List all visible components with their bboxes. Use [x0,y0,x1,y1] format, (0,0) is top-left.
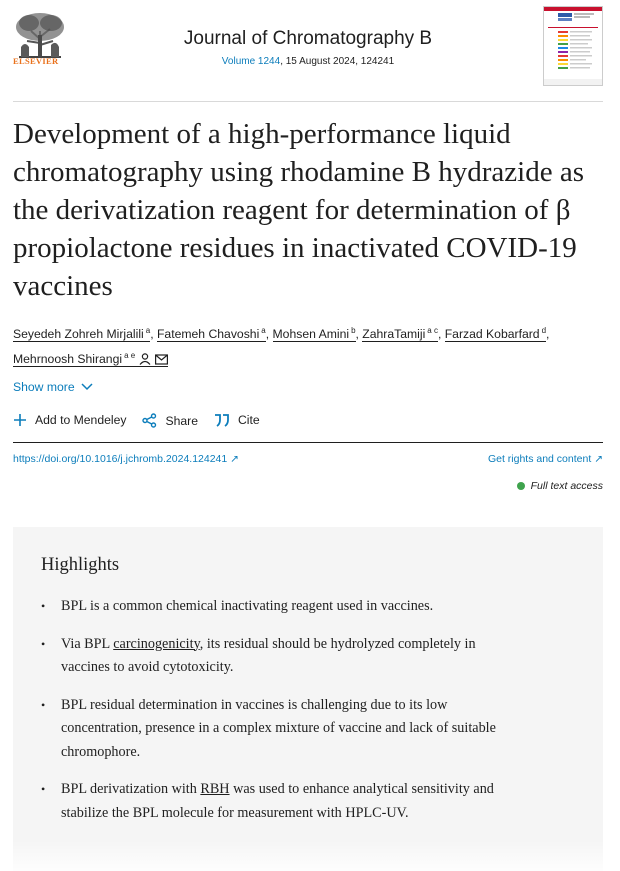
corresponding-author-link[interactable]: Mehrnoosh Shirangi $^{a e}$ [13,352,168,367]
access-label: Full text access [530,480,603,492]
external-arrow-icon: ↗ [230,453,239,465]
add-to-mendeley-button[interactable] [13,413,126,427]
scroll-fade [0,840,620,871]
journal-header [13,6,603,102]
doi-link[interactable]: https://doi.org/10.1016/j.jchromb.2024.124241 ↗ [13,453,239,465]
share-icon [142,413,157,428]
author-link[interactable]: Seyedeh Zohreh Mirjalili $^a$ [13,326,151,341]
cite-label: Cite [238,413,260,427]
article-actions [13,413,603,443]
person-icon [139,353,151,365]
highlights-section [13,527,603,871]
journal-cover-image [544,7,602,85]
list-item: • BPL derivatization with RBH was used to enhance analytical sensitivity and stabilize the BPL molecule for measurement with HPLC-UV. [41,778,521,825]
external-arrow-icon: ↗ [594,453,603,465]
article-title: Development of a high-performance liquid chromatography using rhodamine B hydrazide as the derivatization reagent for determination of β propiolactone residues in inactivated COVID-19 vaccines [13,118,584,302]
show-more-toggle[interactable] [13,380,93,394]
envelope-icon [155,354,168,365]
rights-link[interactable]: Get rights and content ↗ [487,453,603,465]
list-item: • Via BPL carcinogenicity, its residual should be hydrolyzed completely in vaccines to avoid cytotoxicity. [41,633,521,680]
author-link[interactable]: Farzad Kobarfard $^d$ [444,326,547,341]
journal-title-link[interactable]: Journal of Chromatography B [183,28,433,49]
add-to-mendeley-label: Add to Mendeley [35,413,127,427]
show-more-label: Show more [13,380,75,394]
plus-icon [13,413,27,427]
access-status-dot [517,482,525,490]
carcinogenicity-link[interactable]: carcinogenicity [113,635,200,652]
list-item: • BPL residual determination in vaccines is challenging due to its low concentration, presence in a complex mixture of vaccine and lack of suitable chromophore. [41,694,521,765]
share-label: Share [165,413,198,428]
volume-link[interactable]: Volume 1244 [221,56,281,67]
list-item: • BPL is a common chemical inactivating reagent used in vaccines. [41,595,521,619]
journal-cover[interactable] [543,6,603,86]
share-button[interactable] [142,413,198,428]
journal-title [13,28,603,50]
quote-icon [214,414,230,427]
highlights-heading: Highlights [41,555,120,575]
author-link[interactable]: ZahraTamiji $^{a c}$ [362,326,438,341]
access-indicator [517,480,603,492]
volume-date: , 15 August 2024, 124241 [280,56,395,67]
volume-info [13,56,603,67]
rbh-link[interactable]: RBH [200,781,230,797]
highlights-list [41,595,521,839]
author-link[interactable]: Mohsen Amini $^b$ [272,326,356,341]
author-list: Seyedeh Zohreh Mirjalili $^a$, Fatemeh Chavoshi $^a$, Mohsen Amini $^b$, ZahraTamiji $^{a c}$, Farzad Kobarfard $^d$, Mehrnoosh Shirangi $^{a e}$ [13,326,550,366]
author-link[interactable]: Fatemeh Chavoshi $^a$ [156,326,266,341]
chevron-down-icon [81,383,93,391]
cite-button[interactable] [214,413,260,427]
elsevier-wordmark: ELSEVIER [13,56,59,66]
